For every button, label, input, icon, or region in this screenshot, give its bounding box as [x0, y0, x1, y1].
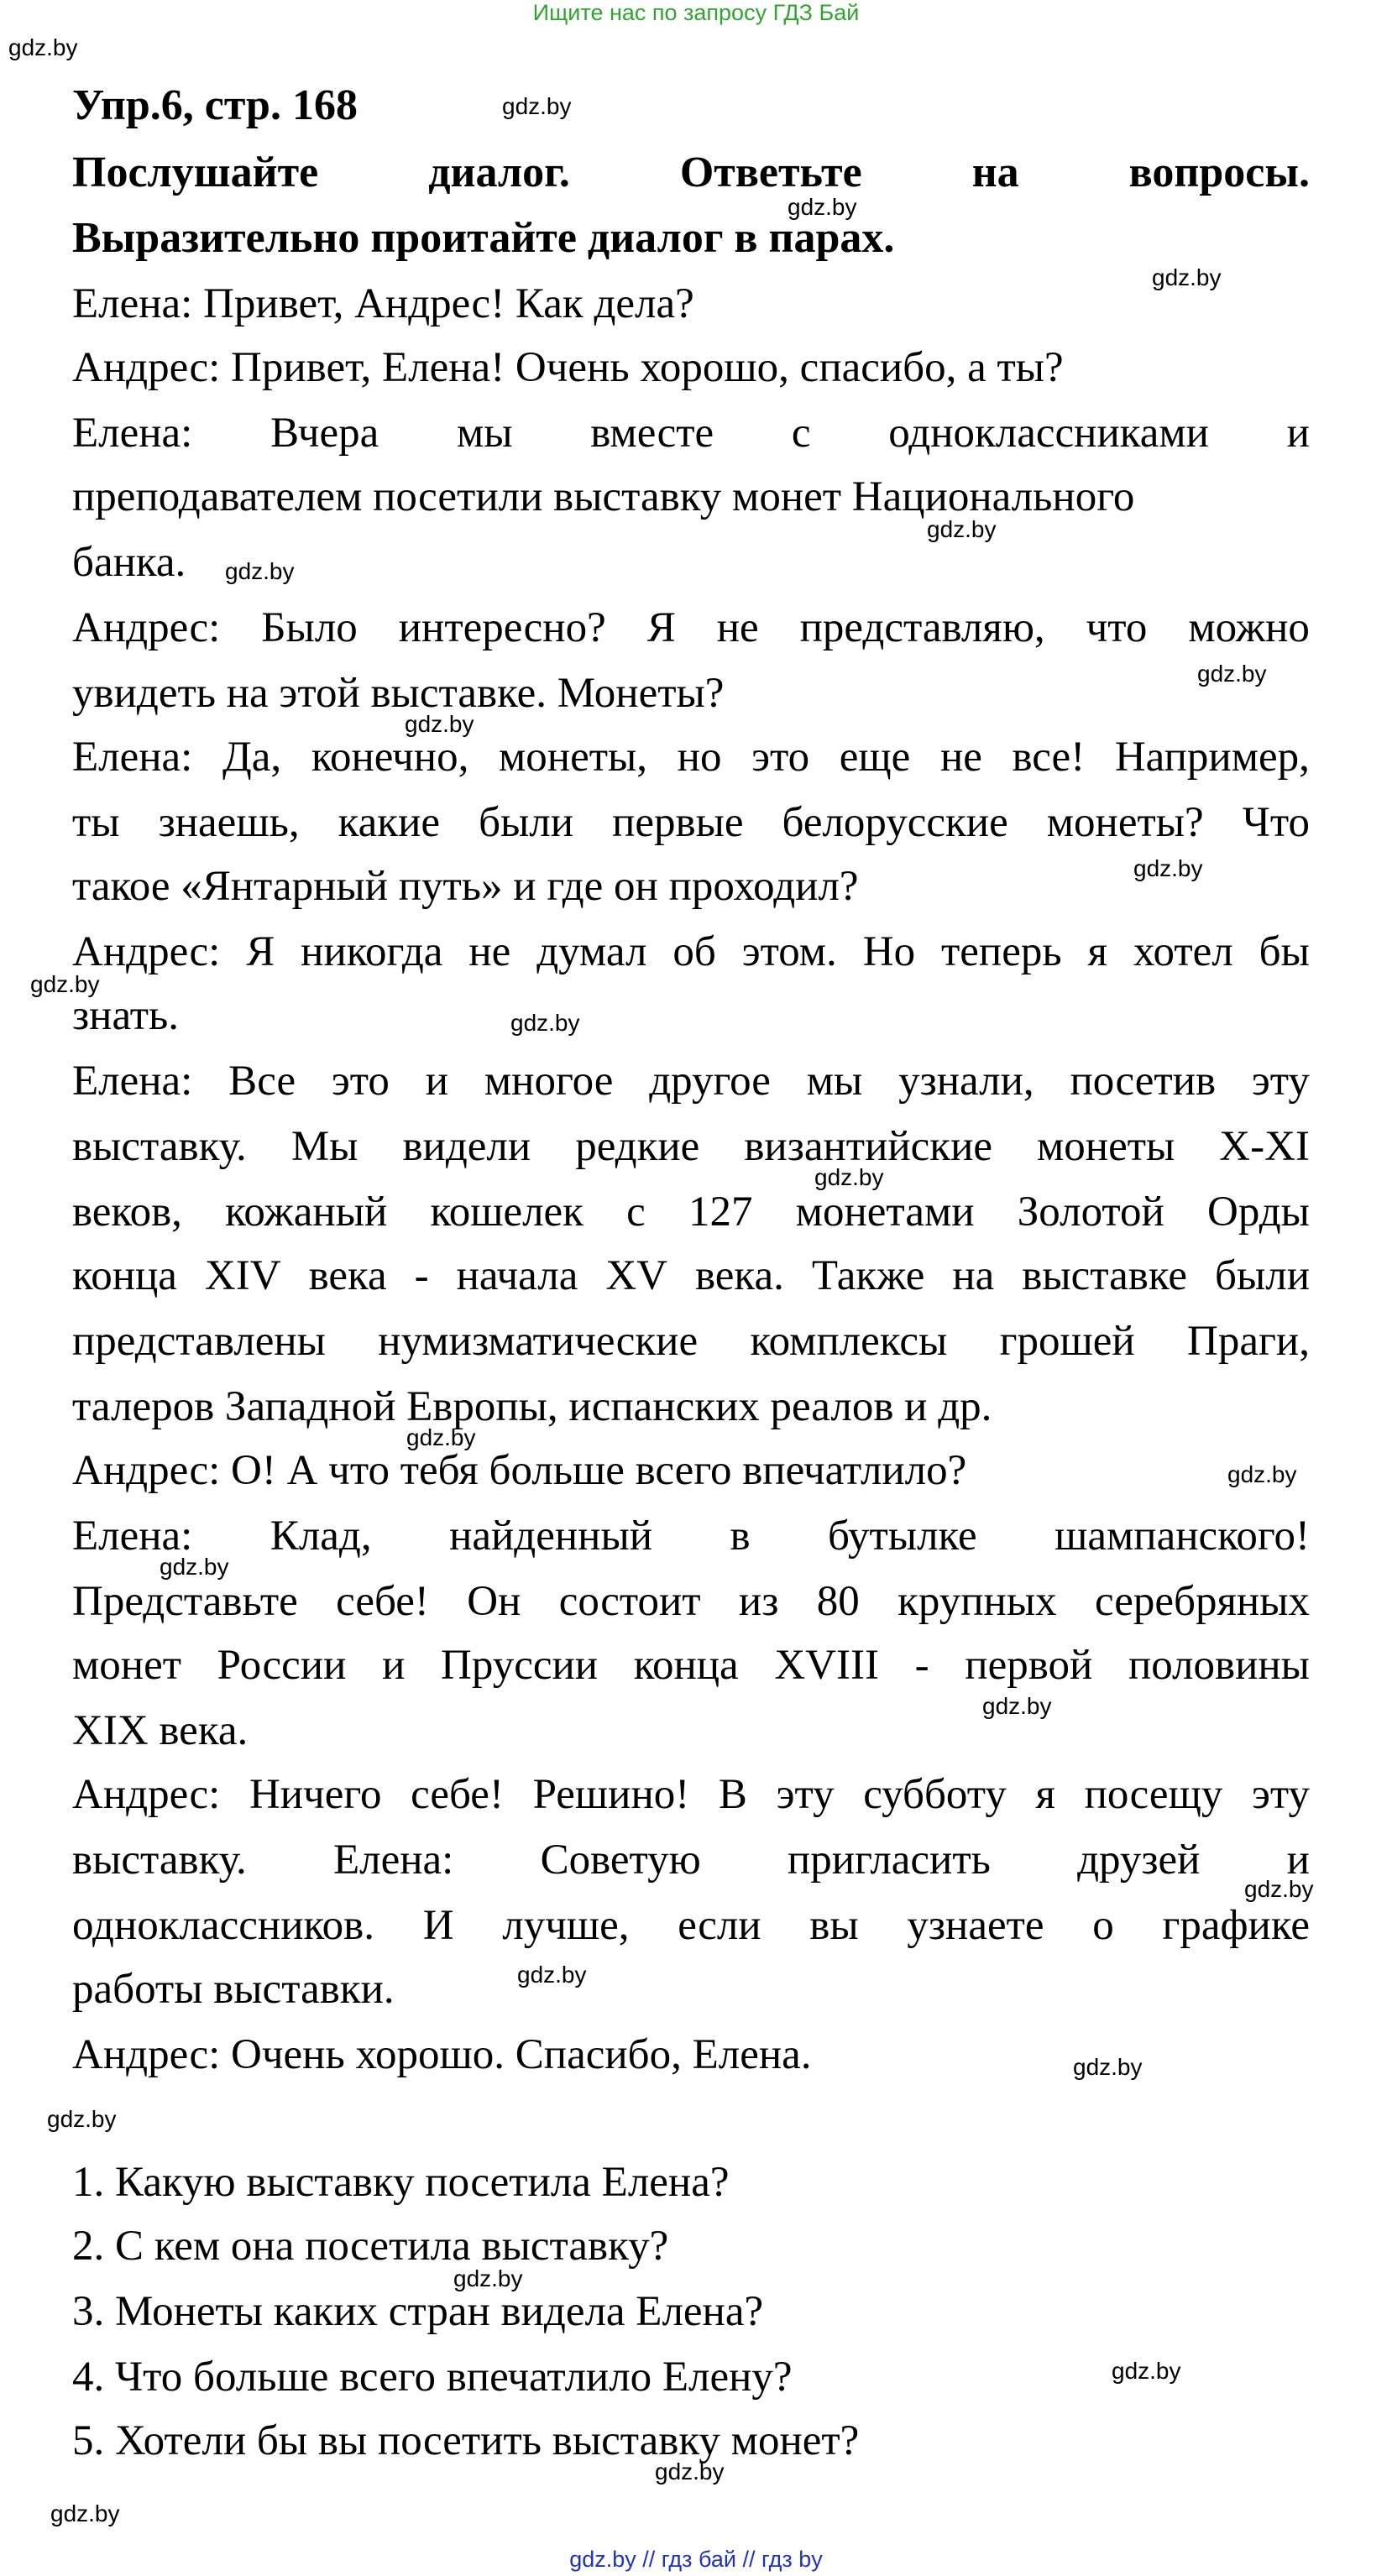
- dialog-line: [72, 1511, 1310, 1561]
- word: Послушайте: [72, 149, 319, 196]
- word: посещу: [1084, 1771, 1223, 1818]
- dialog-line: такое «Янтарный путь» и где он проходил?: [72, 863, 859, 910]
- watermark: gdz.by: [788, 194, 857, 220]
- dialog-line: [72, 1251, 1310, 1301]
- word: X-XI: [1219, 1123, 1310, 1170]
- word: XIV: [204, 1252, 281, 1299]
- word: византийские: [744, 1123, 992, 1170]
- word: выставке: [1022, 1252, 1188, 1299]
- word: эту: [776, 1771, 835, 1818]
- dialog-line: [72, 1576, 1310, 1627]
- dialog-line: [72, 732, 1310, 782]
- watermark: gdz.by: [1244, 1876, 1314, 1902]
- dialog-line: [72, 1316, 1310, 1366]
- word: монеты?: [1046, 799, 1204, 846]
- word: пригласить: [787, 1837, 991, 1884]
- word: монеты: [1037, 1123, 1175, 1170]
- word: интересно?: [398, 604, 606, 651]
- dialog-line: [72, 927, 1310, 977]
- word: -: [914, 1642, 929, 1689]
- dialog-line: Андрес: О! А что тебя больше всего впечатлило?: [72, 1447, 967, 1494]
- word: начала: [456, 1252, 578, 1299]
- word: Андрес:: [72, 604, 221, 651]
- watermark: gdz.by: [406, 1424, 476, 1450]
- word: были: [1215, 1252, 1310, 1299]
- word: Советую: [540, 1837, 701, 1884]
- word: редкие: [575, 1123, 700, 1170]
- word: на: [952, 1252, 995, 1299]
- word: Андрес:: [72, 1771, 221, 1818]
- word: шампанского!: [1054, 1513, 1310, 1560]
- word: и: [1286, 410, 1310, 457]
- word: все!: [1012, 734, 1086, 781]
- dialog-line: [72, 1121, 1310, 1172]
- word: состоит: [558, 1578, 701, 1625]
- word: Андрес:: [72, 928, 221, 975]
- word: Елена:: [72, 410, 193, 457]
- question-item: 5. Хотели бы вы посетить выставку монет?: [72, 2417, 860, 2464]
- question-item: 2. С кем она посетила выставку?: [72, 2223, 669, 2270]
- watermark: gdz.by: [47, 2106, 117, 2132]
- word: конца: [72, 1252, 177, 1299]
- word: об: [672, 928, 716, 975]
- word: думал: [536, 928, 647, 975]
- word: Было: [261, 604, 358, 651]
- dialog-line: банка.: [72, 539, 186, 586]
- word: одноклассниками: [888, 410, 1209, 457]
- word: это: [331, 1058, 390, 1105]
- watermark: gdz.by: [1227, 1461, 1297, 1487]
- word: грошей: [999, 1318, 1135, 1365]
- dialog-line: [72, 797, 1310, 848]
- word: одноклассников.: [72, 1902, 375, 1949]
- dialog-line: [72, 1056, 1310, 1106]
- word: никогда: [301, 928, 443, 975]
- word: посетив: [1070, 1058, 1217, 1105]
- word: комплексы: [750, 1318, 948, 1365]
- word: вместе: [590, 410, 714, 457]
- word: Он: [467, 1578, 521, 1625]
- word: можно: [1188, 604, 1310, 651]
- watermark: gdz.by: [1197, 661, 1267, 687]
- word: и: [1286, 1837, 1310, 1884]
- word: и: [382, 1642, 406, 1689]
- watermark: gdz.by: [517, 1962, 587, 1988]
- word: Елена:: [72, 1058, 193, 1105]
- word: эту: [1251, 1058, 1310, 1105]
- watermark: gdz.by: [655, 2458, 725, 2485]
- word: диалог.: [428, 149, 570, 196]
- word: не: [939, 734, 982, 781]
- word: видели: [402, 1123, 531, 1170]
- dialog-line: Андрес: Очень хорошо. Спасибо, Елена.: [72, 2031, 812, 2078]
- task-line-1: [72, 148, 1310, 198]
- word: кожаный: [225, 1189, 388, 1236]
- watermark: gdz.by: [160, 1554, 229, 1580]
- word: монетами: [795, 1189, 975, 1236]
- word: монет: [72, 1642, 181, 1689]
- word: другое: [649, 1058, 771, 1105]
- word: и: [425, 1058, 449, 1105]
- word: первые: [612, 799, 744, 846]
- word: Я: [246, 928, 275, 975]
- word: века.: [695, 1252, 784, 1299]
- dialog-line: [72, 1640, 1310, 1690]
- watermark: gdz.by: [982, 1693, 1052, 1719]
- dialog-line: [72, 1187, 1310, 1237]
- word: кошелек: [430, 1189, 583, 1236]
- word: нумизматические: [378, 1318, 699, 1365]
- dialog-line: работы выставки.: [72, 1966, 395, 2013]
- word: теперь: [941, 928, 1062, 975]
- dialog-line: [72, 408, 1310, 458]
- word: с: [791, 410, 811, 457]
- word: Представьте: [72, 1578, 298, 1625]
- word: я: [1087, 928, 1108, 975]
- word: Да,: [222, 734, 282, 781]
- word: половины: [1128, 1642, 1310, 1689]
- word: субботу: [863, 1771, 1007, 1818]
- word: себе!: [336, 1578, 429, 1625]
- question-item: 3. Монеты каких стран видела Елена?: [72, 2288, 764, 2335]
- word: но: [677, 734, 722, 781]
- word: из: [738, 1578, 779, 1625]
- word: Клад,: [270, 1513, 372, 1560]
- word: Ответьте: [679, 149, 862, 196]
- watermark: gdz.by: [50, 2500, 120, 2526]
- word: бы: [1259, 928, 1310, 975]
- watermark: gdz.by: [453, 2265, 523, 2291]
- word: друзей: [1077, 1837, 1201, 1884]
- word: представлены: [72, 1318, 326, 1365]
- word: бутылке: [828, 1513, 977, 1560]
- word: Елена:: [72, 734, 193, 781]
- dialog-line: [72, 1769, 1310, 1820]
- watermark: gdz.by: [1152, 264, 1222, 290]
- task-line-2: Выразительно проитайте диалог в парах.: [72, 214, 895, 262]
- word: Орды: [1207, 1189, 1310, 1236]
- watermark: gdz.by: [30, 971, 100, 997]
- word: 80: [816, 1578, 860, 1625]
- word: Ничего: [249, 1771, 382, 1818]
- footer-links[interactable]: gdz.by // гдз бай // гдз by: [569, 2547, 823, 2572]
- watermark: gdz.by: [814, 1164, 884, 1190]
- watermark: gdz.by: [502, 93, 572, 119]
- word: Я: [646, 604, 676, 651]
- word: выставку.: [72, 1837, 247, 1884]
- watermark: gdz.by: [225, 558, 295, 584]
- word: И: [422, 1902, 454, 1949]
- word: Елена:: [72, 1513, 193, 1560]
- word: Также: [811, 1252, 925, 1299]
- dialog-line: [72, 1835, 1310, 1885]
- word: века: [308, 1252, 387, 1299]
- word: были: [479, 799, 574, 846]
- word: мы: [806, 1058, 863, 1105]
- word: я: [1035, 1771, 1055, 1818]
- word: не: [716, 604, 759, 651]
- word: графике: [1162, 1902, 1310, 1949]
- word: в: [730, 1513, 751, 1560]
- word: В: [718, 1771, 747, 1818]
- word: XVIII: [774, 1642, 879, 1689]
- word: на: [971, 149, 1019, 196]
- question-item: 4. Что больше всего впечатлило Елену?: [72, 2354, 793, 2401]
- word: многое: [484, 1058, 614, 1105]
- word: Например,: [1114, 734, 1310, 781]
- word: лучше,: [502, 1902, 630, 1949]
- dialog-line: XIX века.: [72, 1707, 249, 1754]
- word: Праги,: [1187, 1318, 1310, 1365]
- word: хотел: [1133, 928, 1233, 975]
- top-banner[interactable]: Ищите нас по запросу ГДЗ Бай: [532, 0, 860, 25]
- dialog-line: Андрес: Привет, Елена! Очень хорошо, спасибо, а ты?: [72, 344, 1064, 391]
- watermark: gdz.by: [1073, 2054, 1143, 2080]
- word: эту: [1251, 1771, 1310, 1818]
- word: крупных: [897, 1578, 1057, 1625]
- watermark: gdz.by: [1112, 2358, 1181, 2384]
- word: узнали,: [898, 1058, 1034, 1105]
- word: еще: [839, 734, 911, 781]
- word: Все: [228, 1058, 296, 1105]
- watermark: gdz.by: [405, 711, 474, 737]
- word: Решино!: [532, 1771, 690, 1818]
- dialog-line: увидеть на этой выставке. Монеты?: [72, 670, 725, 717]
- word: конца: [633, 1642, 739, 1689]
- question-item: 1. Какую выставку посетила Елена?: [72, 2159, 730, 2206]
- word: вы: [809, 1902, 859, 1949]
- dialog-line: Елена: Привет, Андрес! Как дела?: [72, 280, 694, 327]
- word: Пруссии: [441, 1642, 599, 1689]
- dialog-line: знать.: [72, 992, 180, 1039]
- word: конечно,: [311, 734, 469, 781]
- word: -: [414, 1252, 429, 1299]
- word: Золотой: [1017, 1189, 1164, 1236]
- word: 127: [688, 1189, 753, 1236]
- word: России: [217, 1642, 347, 1689]
- word: Елена:: [333, 1837, 454, 1884]
- word: с: [626, 1189, 646, 1236]
- word: Что: [1242, 799, 1310, 846]
- word: что: [1086, 604, 1148, 651]
- word: белорусские: [782, 799, 1008, 846]
- word: выставку.: [72, 1123, 247, 1170]
- word: не: [468, 928, 511, 975]
- word: узнаете: [907, 1902, 1044, 1949]
- word: представляю,: [799, 604, 1045, 651]
- word: знаешь,: [158, 799, 300, 846]
- word: XV: [605, 1252, 668, 1299]
- dialog-line: преподавателем посетили выставку монет Национального: [72, 473, 1135, 520]
- exercise-title: Упр.6, стр. 168: [72, 81, 358, 129]
- word: Мы: [290, 1123, 358, 1170]
- watermark: gdz.by: [1133, 855, 1203, 881]
- word: этом.: [741, 928, 837, 975]
- word: о: [1092, 1902, 1114, 1949]
- word: мы: [456, 410, 513, 457]
- word: Вчера: [270, 410, 379, 457]
- watermark: gdz.by: [510, 1010, 580, 1036]
- dialog-line: [72, 603, 1310, 653]
- watermark: gdz.by: [8, 34, 78, 60]
- word: вопросы.: [1128, 149, 1310, 196]
- word: ты: [72, 799, 120, 846]
- word: первой: [965, 1642, 1093, 1689]
- watermark: gdz.by: [927, 516, 997, 542]
- word: себе!: [411, 1771, 504, 1818]
- word: монеты,: [499, 734, 648, 781]
- word: это: [751, 734, 810, 781]
- word: серебряных: [1094, 1578, 1310, 1625]
- word: какие: [338, 799, 441, 846]
- dialog-line: [72, 1900, 1310, 1951]
- word: если: [678, 1902, 761, 1949]
- word: найденный: [449, 1513, 653, 1560]
- dialog-line: талеров Западной Европы, испанских реалов и др.: [72, 1383, 992, 1430]
- word: веков,: [72, 1189, 182, 1236]
- word: Но: [862, 928, 916, 975]
